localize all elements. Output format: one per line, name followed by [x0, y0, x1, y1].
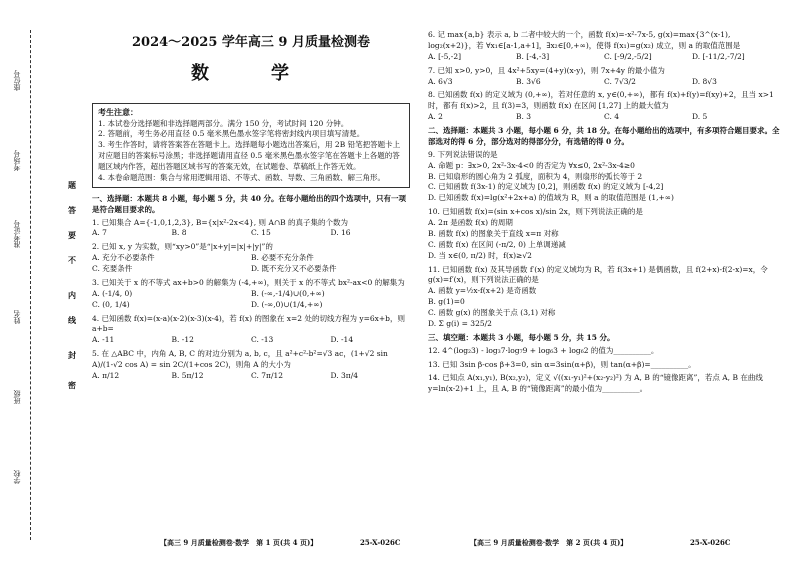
- question: [428, 207, 780, 261]
- question: [92, 314, 410, 347]
- answer-option: A. 6√3: [428, 76, 453, 86]
- binding-word: 内: [68, 290, 76, 300]
- answer-option: A. -11: [92, 335, 115, 345]
- exam-title: 2024～2025 学年高三 9 月质量检测卷: [132, 35, 370, 50]
- answer-option: D. -14: [330, 335, 354, 345]
- option-group: [92, 228, 410, 239]
- notice-item: 4. 本卷命题范围：集合与常用逻辑用语、不等式、函数、导数、三角函数、解三角形。: [98, 172, 386, 182]
- footer-code: 25-X-026C: [360, 538, 401, 547]
- right-column: [428, 30, 780, 398]
- answer-option: A. 2: [428, 112, 443, 122]
- question-stem: 1. 已知集合 A={-1,0,1,2,3}, B={x|x²-2x<4}, 则 A∩B 的真子集的个数为: [92, 217, 349, 227]
- question-stem: 10. 已知函数 f(x)=(sin x+cos x)/sin 2x，则下列说法正确的是: [428, 207, 643, 217]
- answer-option: C. 已知函数 f(3x-1) 的定义域为 [0,2]，则函数 f(x) 的定义域为 [-4,2]: [428, 182, 664, 192]
- option-group: [428, 161, 780, 205]
- option-group: [92, 335, 410, 346]
- question: [92, 218, 410, 240]
- notice-item: 2. 答题前，考生务必用直径 0.5 毫米黑色墨水签字笔将密封线内项目填写清楚。: [98, 129, 365, 139]
- answer-option: C. [-9/2,-5/2]: [604, 51, 652, 61]
- question: [428, 90, 780, 123]
- answer-option: A. 函数 y=½x-f(x+2) 是奇函数: [428, 286, 537, 296]
- section-heading: 一、选择题：本题共 8 小题，每小题 5 分，共 40 分。在每小题给出的四个选项中，只有一项是符合题目要求的。: [92, 193, 407, 214]
- question-stem: 11. 已知函数 f(x) 及其导函数 f′(x) 的定义域均为 R，若 f(3x+1) 是偶函数，且 f(2+x)-f(2-x)=x，令 g(x)=f′(x)，则下列说法正确的是: [428, 264, 768, 285]
- answer-option: A. 7: [92, 228, 107, 238]
- option-group: [428, 52, 780, 63]
- question: [428, 150, 780, 204]
- binding-word: 不: [68, 255, 76, 265]
- binding-word: 要: [68, 230, 76, 240]
- answer-option: D. 已知函数 f(x)=lg(x²+2x+a) 的值域为 R，则 a 的取值范围是 (1,+∞): [428, 193, 674, 203]
- option-group: [428, 286, 780, 330]
- answer-option: B. 8: [171, 228, 187, 238]
- option-group: [428, 112, 780, 123]
- question-stem: 4. 已知函数 f(x)=(x-a)(x-2)(x-3)(x-4)，若 f(x) 的图象在 x=2 处的切线方程为 y=6x+b，则 a+b=: [92, 313, 405, 334]
- answer-option: B. 5π/12: [171, 370, 204, 380]
- binding-field-class: 班级: [13, 390, 21, 404]
- question-stem: 2. 已知 x, y 为实数，则“xy>0”是“|x+y|=|x|+|y|”的: [92, 242, 273, 252]
- answer-option: A. 2π 是函数 f(x) 的周期: [428, 218, 513, 227]
- notice-box: [92, 103, 410, 188]
- question-list: [428, 30, 780, 123]
- option-group: [92, 289, 410, 311]
- question: [428, 66, 780, 88]
- binding-field-name: 姓名: [13, 310, 21, 324]
- option-group: [428, 218, 780, 262]
- notice-item: 3. 考生作答时，请将答案答在答题卡上。选择题每小题选出答案后，用 2B 铅笔把答题卡上对应题目的答案标号涂黑；非选择题请用直径 0.5 毫米黑色墨水签字笔在答题卡上各题的答题区域内作答，超出答题区域书写的答案无效，在试题卷、草稿纸上作答无效。: [98, 140, 401, 172]
- binding-word: 密: [68, 380, 76, 390]
- answer-option: D. 既不充分又不必要条件: [251, 264, 337, 274]
- binding-field-school: 学校: [13, 470, 21, 484]
- footer-page-label: 【高三 9 月质量检测卷·数学 第 1 页(共 4 页)】: [160, 538, 318, 547]
- question: [92, 349, 410, 382]
- binding-field-room: 考场号: [13, 150, 21, 171]
- question-list: [92, 218, 410, 382]
- answer-option: A. π/12: [92, 370, 120, 380]
- notice-item: 1. 本试卷分选择题和非选择题两部分。满分 150 分，考试时间 120 分钟。: [98, 118, 349, 128]
- answer-option: D. [-11/2,-7/2]: [692, 51, 745, 61]
- question: [428, 30, 780, 63]
- answer-option: B. [-4,-3]: [516, 51, 550, 61]
- seal-line: [30, 30, 31, 540]
- question-stem: 5. 在 △ABC 中，内角 A, B, C 的对边分别为 a, b, c，且 a²+c²-b²=√3 ac，(1+√2 sin A)/(1-√2 cos A) = sin 2C/(1+cos 2C)，则角 A 的大小为: [92, 349, 388, 370]
- option-group: [92, 371, 410, 382]
- exam-subject: 数 学: [191, 62, 311, 84]
- answer-option: B. g(1)=0: [428, 297, 465, 307]
- answer-option: D. Σ g(i) = 325/2: [428, 318, 492, 328]
- binding-word: 答: [68, 205, 76, 215]
- question: [428, 360, 780, 371]
- question-stem: 12. 4^(log₂3) - log₃7·log₇9 + log₆3 + log₆2 的值为__________。: [428, 345, 659, 355]
- answer-option: C. -13: [251, 335, 274, 345]
- answer-option: C. 7√3/2: [604, 76, 636, 86]
- answer-option: B. 3: [516, 112, 532, 122]
- binding-field-seat: 座位号: [13, 70, 21, 91]
- answer-option: D. 16: [330, 228, 351, 238]
- answer-option: C. 15: [251, 228, 271, 238]
- answer-option: C. 7π/12: [251, 370, 284, 380]
- question: [92, 242, 410, 275]
- footer-page-label: 【高三 9 月质量检测卷·数学 第 2 页(共 4 页)】: [470, 538, 628, 547]
- answer-option: C. 4: [604, 112, 620, 122]
- question-stem: 13. 已知 3sin β-cos β+3=0, sin α=3sin(α+β)，则 tan(α+β)=__________。: [428, 359, 696, 369]
- answer-option: A. 命题 p：∃x>0, 2x²-3x-4<0 的否定为 ∀x≤0, 2x²-3x-4≥0: [428, 160, 635, 170]
- answer-option: C. 函数 f(x) 在区间 (-π/2, 0) 上单调递减: [428, 239, 566, 249]
- answer-option: C. 函数 g(x) 的图象关于点 (3,1) 对称: [428, 308, 556, 317]
- option-group: [92, 253, 410, 275]
- binding-field-exam-id: 准考证号: [13, 220, 21, 248]
- answer-option: D. (-∞,0)∪(1/4,+∞): [251, 299, 323, 309]
- question-stem: 8. 已知函数 f(x) 的定义域为 (0,+∞)，若对任意的 x, y∈(0,+∞)，都有 f(x)+f(y)=f(xy)+2，且当 x>1 时，都有 f(x)>2，且 f(3)=3，则函数 f(x) 在区间 [1,27] 上的最大值为: [428, 90, 774, 111]
- answer-option: B. 函数 f(x) 的图象关于直线 x=π 对称: [428, 228, 559, 238]
- answer-option: B. 已知扇形的圆心角为 2 弧度，面积为 4，则扇形的弧长等于 2: [428, 171, 643, 181]
- question-stem: 9. 下列说法错误的是: [428, 149, 498, 159]
- question-stem: 3. 已知关于 x 的不等式 ax+b>0 的解集为 (-4,+∞)，则关于 x 的不等式 bx²-ax<0 的解集为: [92, 277, 405, 287]
- left-column: [92, 30, 410, 385]
- answer-option: B. -12: [171, 335, 194, 345]
- answer-option: D. 8√3: [692, 76, 717, 86]
- question-stem: 14. 已知点 A(x₁,y₁), B(x₂,y₂)，定义 √((x₁-y₁)²+(x₂-y₂)²) 为 A, B 的“镜像距离”，若点 A, B 在曲线 y=ln(x-2)+1 上，且 A, B 的“镜像距离”的最小值为__________。: [428, 373, 763, 394]
- question-stem: 6. 记 max{a,b} 表示 a, b 二者中较大的一个，函数 f(x)=-x²-7x-5, g(x)=max{3^(x-1), log₂(x+2)}，若 ∀x₁∈[a-1,a+1]，∃x₂∈[0,+∞)，使得 f(x₁)=g(x₂) 成立，则 a 的取值范围是: [428, 30, 741, 50]
- answer-option: C. (0, 1/4): [92, 299, 130, 309]
- notice-title: 考生注意：: [98, 106, 138, 117]
- answer-option: D. 3π/4: [330, 370, 359, 380]
- answer-option: D. 5: [692, 112, 708, 122]
- question: [428, 373, 780, 395]
- question: [428, 346, 780, 357]
- section-heading: 二、选择题：本题共 3 小题，每小题 6 分，共 18 分。在每小题给出的选项中，有多项符合题目要求。全部选对的得 6 分，部分选对的得部分分，有选错的得 0 分。: [428, 126, 780, 146]
- answer-option: B. 必要不充分条件: [251, 253, 314, 263]
- question: [92, 278, 410, 311]
- footer-code: 25-X-026C: [690, 538, 731, 547]
- answer-option: C. 充要条件: [92, 264, 133, 274]
- binding-word: 题: [68, 180, 76, 190]
- answer-option: A. 充分不必要条件: [92, 253, 155, 263]
- section-heading: 三、填空题：本题共 3 小题，每小题 5 分，共 15 分。: [428, 332, 615, 342]
- answer-option: A. (-1/4, 0): [92, 288, 133, 298]
- answer-option: A. [-5,-2]: [428, 51, 462, 61]
- binding-margin: [8, 30, 88, 540]
- question-stem: 7. 已知 x>0, y>0，且 4x²+5xy=(4+y)(x-y)，则 7x+4y 的最小值为: [428, 65, 665, 75]
- question-list: [428, 150, 780, 330]
- answer-option: B. 3√6: [516, 76, 541, 86]
- option-group: [428, 77, 780, 88]
- question-list: [428, 346, 780, 396]
- answer-option: D. 当 x∈(0, π/2) 时，f(x)≥√2: [428, 250, 532, 260]
- question: [428, 265, 780, 330]
- binding-word: 封: [68, 350, 76, 360]
- answer-option: B. (-∞,-1/4)∪(0,+∞): [251, 288, 325, 298]
- binding-word: 线: [68, 315, 76, 325]
